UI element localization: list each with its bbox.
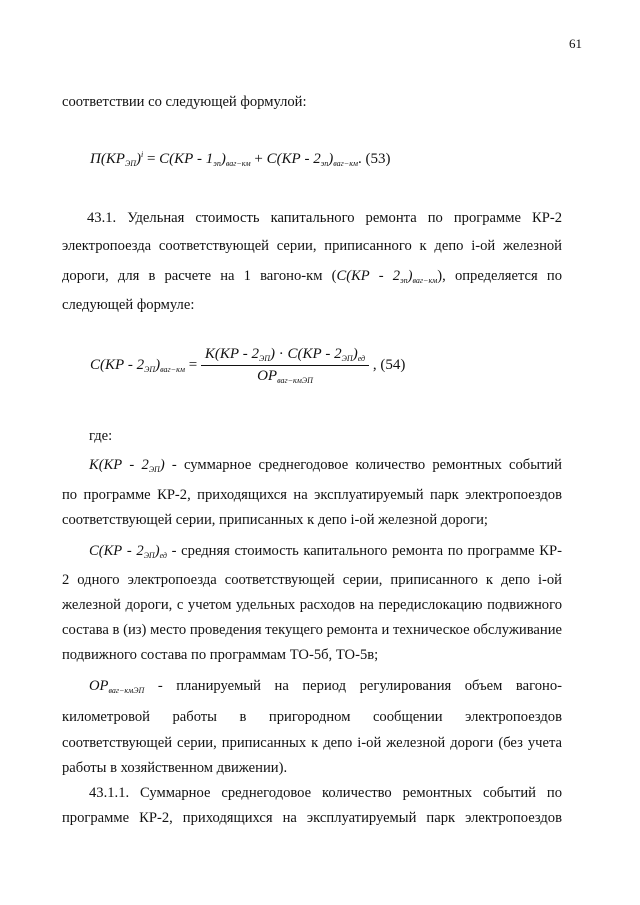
formula-53: $П(КР_{ЭП})^i = C(КР - 1_{эп})_{ваг-км} + C(КР - 2_{эп})_{ваг-км}$. (53) <box>90 150 391 168</box>
def1-line2: по программе КР-2, приходящихся на эксплуатируемый парк электропоездов <box>62 487 562 503</box>
para-43-1-line4: следующей формуле: <box>62 297 195 313</box>
para-43-1-line3: дороги, для в расчете на 1 вагоно-км $(C(КР - 2_{эп})_{ваг-км})$, определяется по <box>62 268 562 285</box>
def2-line3: железной дороги, с учетом удельных расходов на передислокацию подвижного <box>62 597 562 613</box>
def1-line1: $K(КР - 2_{ЭП})$ - суммарное среднегодовое количество ремонтных событий <box>89 457 562 474</box>
def3-line3: соответствующей серии, приписанных к депо i-ой железной дороги (без учета <box>62 735 562 751</box>
def2-line2: 2 одного электропоезда соответствующей серии, приписанного к депо i-ой <box>62 572 562 588</box>
def2-line4: состава в (из) место проведения текущего ремонта и техническое обслуживание <box>62 622 562 638</box>
where-label: где: <box>89 428 113 444</box>
def2-line1: $C(КР - 2_{ЭП})_{ед}$ - средняя стоимость капитального ремонта по программе КР- <box>89 543 563 560</box>
para-43-1-line1: 43.1. Удельная стоимость капитального ремонта по программе КР-2 <box>87 210 562 226</box>
def2-line5: подвижного состава по программам ТО-5б, ТО-5в; <box>62 647 379 663</box>
formula-54-fraction: $\frac{K(КР - 2_{ЭП}) \cdot C(КР - 2_{ЭП})_{ед}}{ОР_{ваг-кмЭП}}$ <box>201 346 369 385</box>
def3-line4: работы в хозяйственном движении). <box>62 760 288 776</box>
formula-54: $C(КР - 2_{ЭП})_{ваг-км}$ = $\frac{K(КР - 2_{ЭП}) \cdot C(КР - 2_{ЭП})_{ед}}{ОР_{ваг-кмЭП}}$ , (54) <box>90 346 406 385</box>
intro-text: соответствии со следующей формулой: <box>62 94 307 110</box>
def3-line1: $ОР_{ваг-кмЭП}$ - планируемый на период регулирования объем вагоно- <box>89 678 562 695</box>
para-43-1-line2: электропоезда соответствующей серии, приписанного к депо i-ой железной <box>62 238 562 254</box>
def1-line3: соответствующей серии, приписанных к депо i-ой железной дороги; <box>62 512 488 528</box>
def3-line2: километровой работы в пригородном сообщении электропоездов <box>62 709 562 725</box>
para-43-1-1-line1: 43.1.1. Суммарное среднегодовое количество ремонтных событий по <box>89 785 562 801</box>
para-43-1-1-line2: программе КР-2, приходящихся на эксплуатируемый парк электропоездов <box>62 810 562 826</box>
page-number: 61 <box>569 36 582 51</box>
